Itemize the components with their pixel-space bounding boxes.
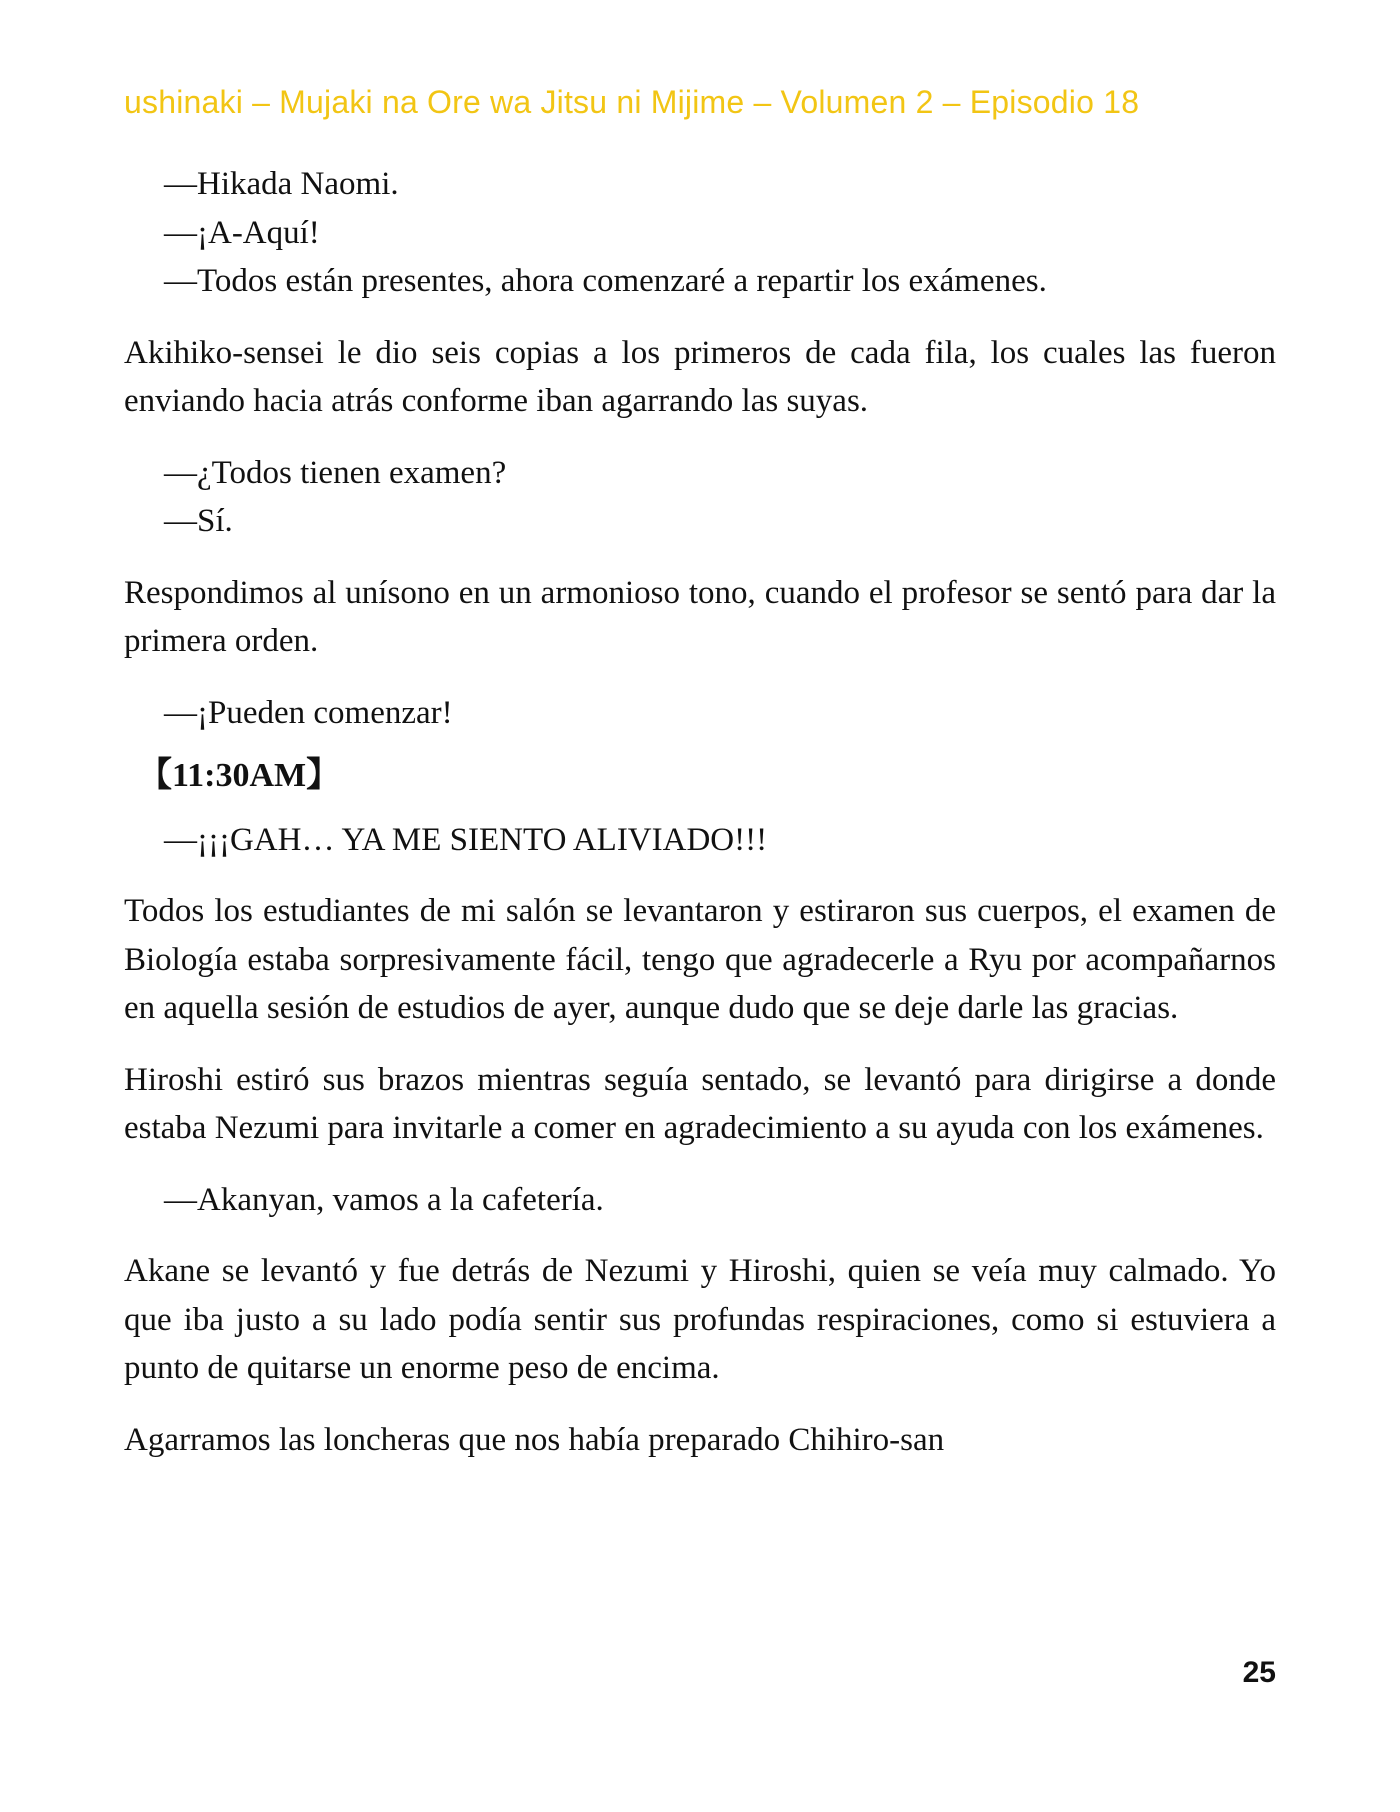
document-page bbox=[124, 0, 1276, 1812]
paragraph: Akihiko-sensei le dio seis copias a los primeros de cada fila, los cuales las fueron enviando hacia atrás conforme iban agarrando las suyas. bbox=[124, 334, 1276, 419]
dialogue-line: —Todos están presentes, ahora comenzaré a repartir los exámenes. bbox=[164, 263, 1047, 299]
paragraph: Akane se levantó y fue detrás de Nezumi y Hiroshi, quien se veía muy calmado. Yo que iba justo a su lado podía sentir sus profundas respiraciones, como si estuviera a punto de quitarse un enorme peso de encima. bbox=[124, 1253, 1276, 1386]
dialogue-line: —¡Pueden comenzar! bbox=[164, 694, 453, 731]
dialogue-line: —Hikada Naomi. bbox=[164, 166, 399, 202]
dialogue-line: —¡A-Aquí! bbox=[164, 214, 320, 251]
paragraph: Todos los estudiantes de mi salón se levantaron y estiraron sus cuerpos, el examen de Biología estaba sorpresivamente fácil, tengo que agradecerle a Ryu por acompañarnos en aquella sesión de estudios de ayer, aunque dudo que se deje darle las gracias. bbox=[124, 893, 1276, 1026]
dialogue-line: —Akanyan, vamos a la cafetería. bbox=[164, 1181, 604, 1218]
running-header: ushinaki – Mujaki na Ore wa Jitsu ni Mijime – Volumen 2 – Episodio 18 bbox=[124, 84, 1140, 120]
dialogue-line: —¡¡¡GAH… YA ME SIENTO ALIVIADO!!! bbox=[164, 821, 768, 858]
paragraph: Hiroshi estiró sus brazos mientras seguía sentado, se levantó para dirigirse a donde estaba Nezumi para invitarle a comer en agradecimiento a su ayuda con los exámenes. bbox=[124, 1061, 1276, 1146]
page-number: 25 bbox=[1242, 1656, 1276, 1689]
page-body bbox=[124, 160, 1276, 1464]
dialogue-line: —¿Todos tienen examen? bbox=[164, 454, 507, 491]
section-heading: 【11:30AM】 bbox=[138, 757, 341, 794]
paragraph: Respondimos al unísono en un armonioso tono, cuando el profesor se sentó para dar la primera orden. bbox=[124, 574, 1276, 659]
paragraph: Agarramos las loncheras que nos había preparado Chihiro-san bbox=[124, 1421, 945, 1458]
dialogue-line: —Sí. bbox=[164, 503, 233, 539]
